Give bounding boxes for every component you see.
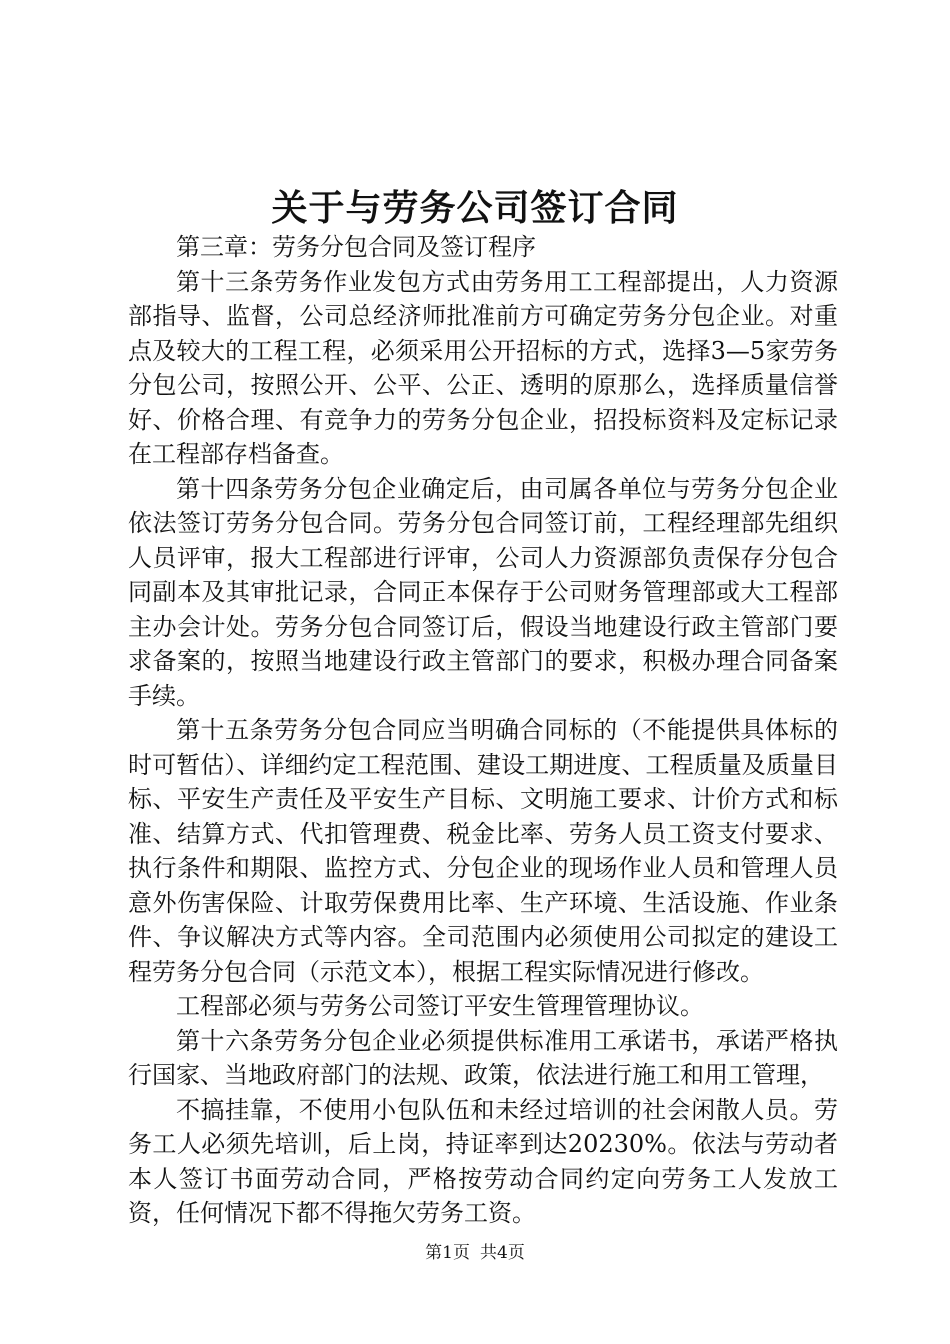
chapter-heading: 第三章：劳务分包合同及签订程序 xyxy=(176,233,536,261)
article-14-paragraph: 第十四条劳务分包企业确定后，由司属各单位与劳务分包企业依法签订劳务分包合同。劳务分包合同签订前，工程经理部先组织人员评审，报大工程部进行评审，公司人力资源部负责保存分包合同副本及其审批记录，合同正本保存于公司财务管理部或大工程部主办会计处。劳务分包合同签订后，假设当地建设行政主管部门要求备案的，按照当地建设行政主管部门的要求，积极办理合同备案手续。 xyxy=(128,474,838,710)
article-13-paragraph: 第十三条劳务作业发包方式由劳务用工工程部提出，人力资源部指导、监督，公司总经济师批准前方可确定劳务分包企业。对重点及较大的工程工程，必须采用公开招标的方式，选择3—5家劳务分包公司，按照公开、公平、公正、透明的原那么，选择质量信誉好、价格合理、有竞争力的劳务分包企业，招投标资料及定标记录在工程部存档备查。 xyxy=(128,267,838,468)
safety-agreement-paragraph: 工程部必须与劳务公司签订平安生管理管理协议。 xyxy=(176,992,704,1020)
page-footer xyxy=(0,1241,950,1265)
document-title: 关于与劳务公司签订合同 xyxy=(271,187,679,229)
page-number: 第1页 xyxy=(425,1243,470,1263)
labor-management-paragraph: 不搞挂靠，不使用小包队伍和未经过培训的社会闲散人员。劳务工人必须先培训，后上岗，持证率到达20230%。依法与劳动者本人签订书面劳动合同，严格按劳动合同约定向劳务工人发放工资，任何情况下都不得拖欠劳务工资。 xyxy=(128,1095,838,1227)
page-total: 共4页 xyxy=(480,1243,525,1263)
article-16-paragraph: 第十六条劳务分包企业必须提供标准用工承诺书，承诺严格执行国家、当地政府部门的法规、政策，依法进行施工和用工管理， xyxy=(128,1026,838,1089)
article-15-paragraph: 第十五条劳务分包合同应当明确合同标的（不能提供具体标的时可暂估）、详细约定工程范围、建设工期进度、工程质量及质量目标、平安生产责任及平安生产目标、文明施工要求、计价方式和标准、结算方式、代扣管理费、税金比率、劳务人员工资支付要求、执行条件和期限、监控方式、分包企业的现场作业人员和管理人员意外伤害保险、计取劳保费用比率、生产环境、生活设施、作业条件、争议解决方式等内容。全司范围内必须使用公司拟定的建设工程劳务分包合同（示范文本），根据工程实际情况进行修改。 xyxy=(128,716,838,986)
document-body xyxy=(128,230,838,1231)
